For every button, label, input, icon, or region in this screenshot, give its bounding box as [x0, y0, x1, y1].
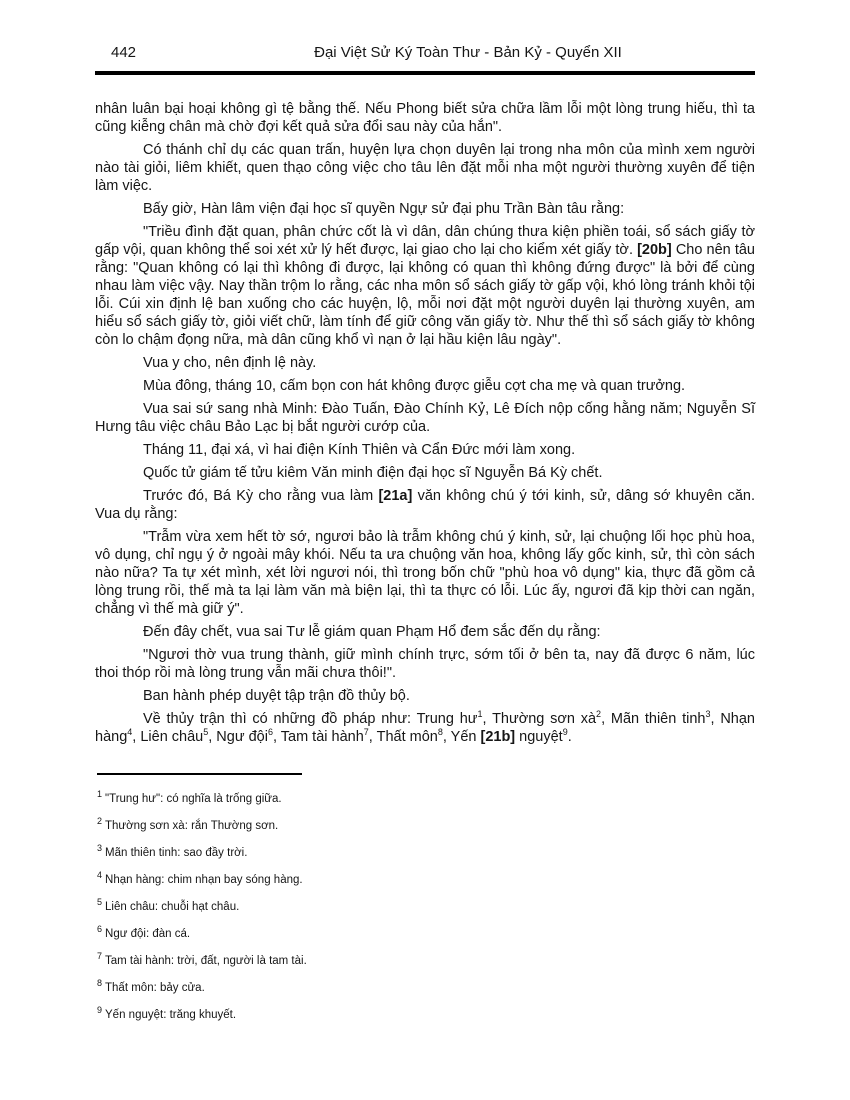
footnote: $^3$ Mãn thiên tinh: sao đầy trời. [97, 843, 248, 859]
paragraph: Trước đó, Bá Kỳ cho rằng vua làm [21a] văn không chú ý tới kinh, sử, dâng sớ khuyên căn. Vua dụ rằng: [95, 488, 755, 522]
footnote-ref: 4 [127, 727, 133, 738]
footnote: $^5$ Liên châu: chuỗi hạt châu. [97, 897, 240, 913]
paragraph: "Trẫm vừa xem hết tờ sớ, ngươi bảo là trẫm không chú ý kinh, sử, lại chuộng lối học phù hoa, vô dụng, chỉ ngụ ý ở ngoài mây khói. Nếu ta ưa chuộng văn hoa, không lấy gốc kinh, sử, thì còn sách nào nữa? Ta tự xét mình, xét lời ngươi nói, thì trong bốn chữ "phù hoa vô dụng" kia, thực đã gồm cả lòng trung rồi, thế mà ta lại làm văn mà biện lại, thì ta thực có lỗi. Lúc ấy, ngươi đã kịp thời can ngăn, chẳng vì thế mà giữ ý". [95, 529, 755, 617]
paragraph: Mùa đông, tháng 10, cấm bọn con hát không được giễu cợt cha mẹ và quan trưởng. [143, 378, 686, 394]
footnotes-section [95, 789, 755, 1022]
footnote-number: 4 [97, 870, 103, 881]
footnote-ref: 6 [267, 727, 273, 738]
document-title: Đại Việt Sử Ký Toàn Thư - Bản Kỷ - Quyển XII [314, 44, 622, 61]
folio-marker: [21b] [480, 729, 516, 745]
paragraph: Có thánh chỉ dụ các quan trấn, huyện lựa chọn duyên lại trong nha môn của mình xem người nào tài giỏi, liêm khiết, quen thạo công việc cho tâu lên đặt mỗi nha một người thường xuyên để tiện làm việc. [95, 142, 755, 194]
paragraph: nhân luân bại hoại không gì tệ bằng thế. Nếu Phong biết sửa chữa lầm lỗi một lòng trung hiếu, thì ta cũng kiễng chân mà chờ đợi kết quả sửa đổi sau này của hắn". [95, 101, 755, 135]
paragraph: Vua sai sứ sang nhà Minh: Đào Tuấn, Đào Chính Kỷ, Lê Đích nộp cống hằng năm; Nguyễn Sĩ Hưng tâu việc châu Bảo Lạc bị bắt người cướp của. [95, 401, 755, 435]
paragraph: Bấy giờ, Hàn lâm viện đại học sĩ quyền Ngự sử đại phu Trần Bàn tâu rằng: [143, 201, 625, 217]
footnote-ref: 1 [477, 709, 483, 720]
paragraph: Về thủy trận thì có những đồ pháp như: Trung $hư^1$, Thường sơn $xà^2$, Mãn thiên tinh$^3$, Nhạn hàng$^4$, Liên châu$^5$, Ngư đội$^6$, Tam tài hành$^7$, Thất môn$^8$, Yến [21b] nguyệt$^9$. [95, 709, 755, 745]
footnote-number: 3 [97, 843, 103, 854]
footnote: $^8$ Thất môn: bảy cửa. [97, 978, 205, 994]
footnote-number: 9 [97, 1005, 103, 1016]
header-rule [95, 71, 755, 75]
paragraph: Tháng 11, đại xá, vì hai điện Kính Thiên và Cẩn Đức mới làm xong. [143, 442, 576, 458]
paragraph: Quốc tử giám tế tửu kiêm Văn minh điện đại học sĩ Nguyễn Bá Kỳ chết. [143, 465, 603, 481]
page-header [95, 44, 755, 66]
footnote-number: 5 [97, 897, 103, 908]
footnote: $^2$ Thường sơn xà: rắn Thường sơn. [97, 816, 279, 832]
paragraph: "Ngươi thờ vua trung thành, giữ mình chính trực, sớm tối ở bên ta, nay đã được 6 năm, lúc thoi thóp rồi mà lòng trung vẫn mãi chưa thôi!". [95, 647, 755, 681]
footnote-ref: 7 [363, 727, 369, 738]
footnote-ref: 2 [596, 709, 602, 720]
footnote-ref: 8 [437, 727, 443, 738]
paragraph: "Triều đình đặt quan, phân chức cốt là vì dân, dân chúng thưa kiện phiền toái, sổ sách giấy tờ gấp vội, quan không thể soi xét xử lý hết được, lại giao cho lại cho kiểm xét giấy tờ. [20b] Cho nên tâu rằng: "Quan không có lại thì không đi được, lại không có quan thì không đứng được" là bởi để cùng nhau làm việc vậy. Nay thần trộm lo rằng, các nha môn sổ sách giấy tờ gấp vội, khó lòng tránh khỏi tội lỗi. Cúi xin định lệ ban xuống cho các huyện, lộ, mỗi nơi đặt một người duyên lại thường xuyên, am hiểu sổ sách giấy tờ, giỏi viết chữ, làm tính để giữ công văn giấy tờ. Như thế thì sổ sách giấy tờ không còn lo chậm đọng nữa, mà dân cũng khổ vì nạn ở lại hầu kiện lâu ngày". [95, 224, 755, 348]
folio-marker: [20b] [637, 242, 672, 258]
paragraph: Vua y cho, nên định lệ này. [143, 355, 317, 371]
folio-marker: [21a] [378, 488, 413, 504]
footnote: $^1$ "Trung hư": có nghĩa là trống giữa. [97, 789, 282, 805]
footnote-ref: 3 [705, 709, 711, 720]
footnote: $^9$ Yến nguyệt: trăng khuyết. [97, 1005, 237, 1021]
footnote-number: 2 [97, 816, 103, 827]
footnote-ref: 9 [562, 727, 568, 738]
footnote: $^4$ Nhạn hàng: chim nhạn bay sóng hàng. [97, 870, 303, 886]
document-body [95, 100, 755, 746]
paragraph: Đến đây chết, vua sai Tư lễ giám quan Phạm Hổ đem sắc đến dụ rằng: [143, 624, 601, 640]
footnote-separator [97, 773, 302, 775]
footnote-number: 6 [97, 924, 103, 935]
footnote: $^7$ Tam tài hành: trời, đất, người là tam tài. [97, 951, 307, 967]
page-number: 442 [111, 44, 137, 61]
footnote-ref: 5 [203, 727, 209, 738]
paragraph: Ban hành phép duyệt tập trận đồ thủy bộ. [143, 688, 410, 704]
footnote-number: 1 [97, 789, 103, 800]
footnote-number: 8 [97, 978, 103, 989]
footnote: $^6$ Ngư đội: đàn cá. [97, 924, 191, 940]
footnote-number: 7 [97, 951, 103, 962]
